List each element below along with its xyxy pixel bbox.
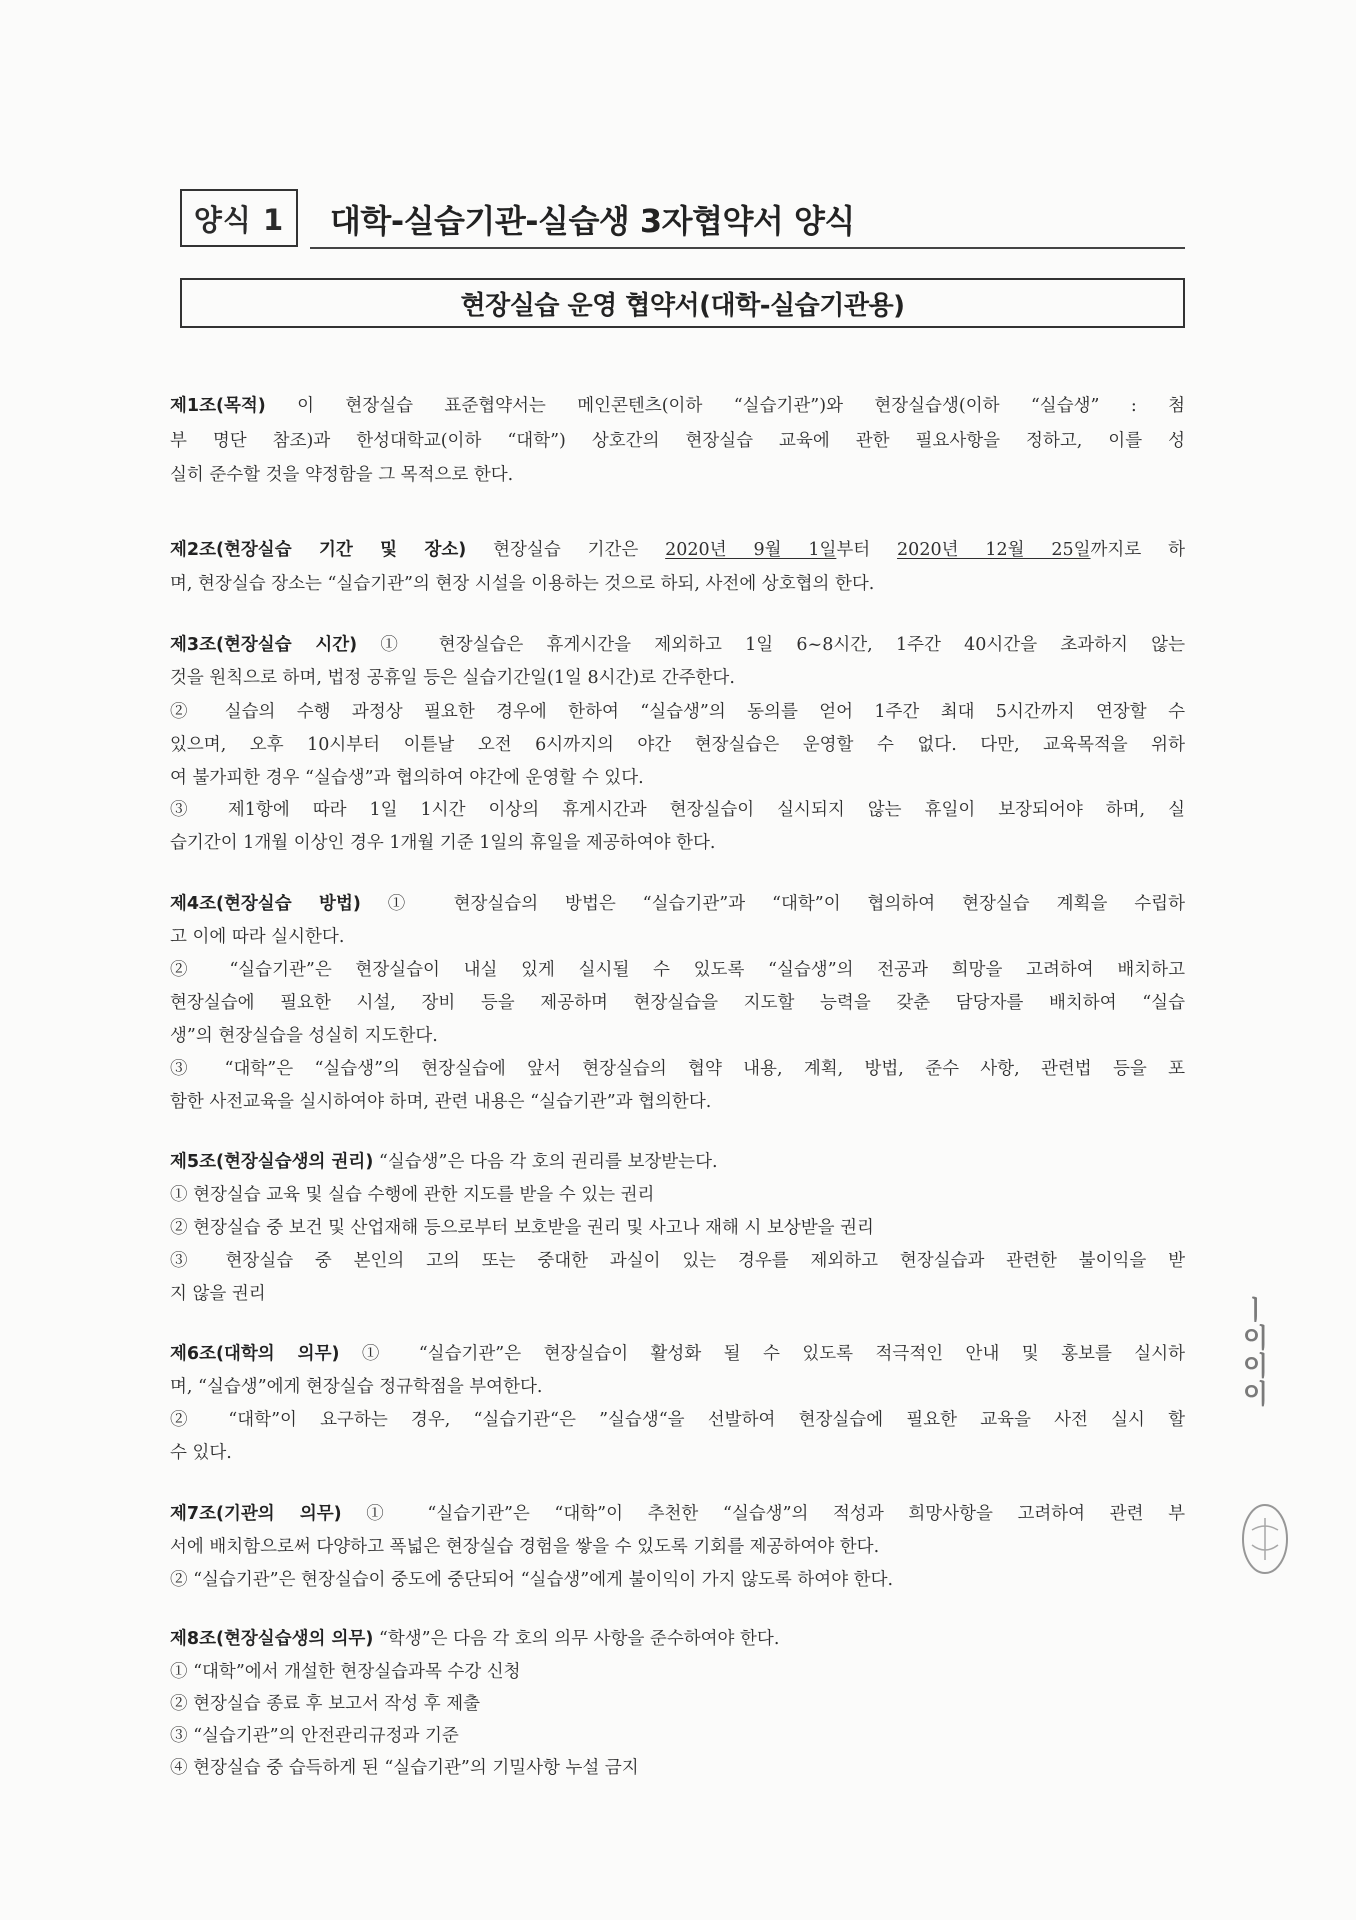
- article-2-line-1: 제2조(현장실습 기간 및 장소) 현장실습 기간은 2020년 9월 1일부터 2020년 12월 25일까지로 하: [170, 540, 1185, 560]
- article-2-heading: 제2조(현장실습 기간 및 장소): [170, 540, 467, 560]
- article-5-line-5: 지 않을 권리: [170, 1284, 266, 1304]
- document-title-box: [180, 278, 1185, 328]
- article-1-heading: 제1조(목적): [170, 396, 266, 416]
- article-3-line-2: 것을 원칙으로 하며, 법정 공휴일 등은 실습기간일(1일 8시간)로 간주한다.: [170, 668, 735, 688]
- article-8-line-5: ④ 현장실습 중 습득하게 된 “실습기관”의 기밀사항 누설 금지: [170, 1758, 639, 1778]
- article-3-line-4: 있으며, 오후 10시부터 이튿날 오전 6시까지의 야간 현장실습은 운영할 수 없다. 다만, 교육목적을 위하: [170, 735, 1185, 755]
- article-3-line-6: ③ 제1항에 따라 1일 1시간 이상의 휴게시간과 현장실습이 실시되지 않는 휴일이 보장되어야 하며, 실: [170, 800, 1185, 820]
- article-6-line-3: ② “대학”이 요구하는 경우, “실습기관“은 ”실습생“을 선발하여 현장실습에 필요한 교육을 사전 실시 할: [170, 1410, 1185, 1430]
- article-6-line-4: 수 있다.: [170, 1443, 232, 1463]
- article-5-line-3: ② 현장실습 중 보건 및 산업재해 등으로부터 보호받을 권리 및 사고나 재해 시 보상받을 권리: [170, 1218, 874, 1238]
- form-title: 대학-실습기관-실습생 3자협약서 양식: [330, 202, 855, 240]
- article-7-heading: 제7조(기관의 의무): [170, 1504, 342, 1524]
- article-4-heading: 제4조(현장실습 방법): [170, 894, 361, 914]
- article-8-heading: 제8조(현장실습생의 의무): [170, 1629, 374, 1649]
- article-2-line-2: 며, 현장실습 장소는 “실습기관”의 현장 시설을 이용하는 것으로 하되, 사전에 상호협의 한다.: [170, 574, 875, 594]
- article-6-line-1: 제6조(대학의 의무) ① “실습기관”은 현장실습이 활성화 될 수 있도록 적극적인 안내 및 홍보를 실시하: [170, 1344, 1185, 1364]
- form-number-label: 양식 1: [180, 189, 298, 247]
- margin-stamp-mark: ㅣ이이이: [1238, 1296, 1268, 1408]
- article-7-line-3: ② “실습기관”은 현장실습이 중도에 중단되어 “실습생”에게 불이익이 가지 않도록 하여야 한다.: [170, 1570, 894, 1590]
- document-title: 현장실습 운영 협약서(대학-실습기관용): [460, 290, 905, 321]
- article-3-line-3: ② 실습의 수행 과정상 필요한 경우에 한하여 “실습생”의 동의를 얻어 1주간 최대 5시간까지 연장할 수: [170, 702, 1185, 722]
- seal-stamp-icon: [1240, 1500, 1290, 1578]
- period-start-date: 2020년 9월 1일: [665, 540, 837, 560]
- article-4-line-4: 현장실습에 필요한 시설, 장비 등을 제공하며 현장실습을 지도할 능력을 갖춘 담당자를 배치하여 “실습: [170, 993, 1185, 1013]
- article-4-line-2: 고 이에 따라 실시한다.: [170, 927, 345, 947]
- period-end-date: 2020년 12월 25일: [897, 540, 1091, 560]
- article-6-heading: 제6조(대학의 의무): [170, 1344, 340, 1364]
- article-4-line-1: 제4조(현장실습 방법) ① 현장실습의 방법은 “실습기관”과 “대학”이 협의하여 현장실습 계획을 수립하: [170, 894, 1185, 914]
- article-4-line-3: ② “실습기관”은 현장실습이 내실 있게 실시될 수 있도록 “실습생”의 전공과 희망을 고려하여 배치하고: [170, 960, 1185, 980]
- article-3-line-5: 여 불가피한 경우 “실습생”과 협의하여 야간에 운영할 수 있다.: [170, 768, 644, 788]
- title-divider: [310, 247, 1185, 249]
- article-1-line-1: 제1조(목적) 이 현장실습 표준협약서는 메인콘텐츠(이하 “실습기관”)와 현장실습생(이하 “실습생” : 첨: [170, 396, 1185, 416]
- article-3-line-7: 습기간이 1개월 이상인 경우 1개월 기준 1일의 휴일을 제공하여야 한다.: [170, 833, 716, 853]
- article-4-line-7: 함한 사전교육을 실시하여야 하며, 관련 내용은 “실습기관”과 협의한다.: [170, 1092, 712, 1112]
- article-8-line-4: ③ “실습기관”의 안전관리규정과 기준: [170, 1726, 459, 1746]
- article-8-line-3: ② 현장실습 종료 후 보고서 작성 후 제출: [170, 1694, 481, 1714]
- article-5-line-2: ① 현장실습 교육 및 실습 수행에 관한 지도를 받을 수 있는 권리: [170, 1185, 655, 1205]
- article-6-line-2: 며, “실습생”에게 현장실습 정규학점을 부여한다.: [170, 1377, 543, 1397]
- article-7-line-1: 제7조(기관의 의무) ① “실습기관”은 “대학”이 추천한 “실습생”의 적성과 희망사항을 고려하여 관련 부: [170, 1504, 1185, 1524]
- article-4-line-6: ③ “대학”은 “실습생”의 현장실습에 앞서 현장실습의 협약 내용, 계획, 방법, 준수 사항, 관련법 등을 포: [170, 1059, 1185, 1079]
- article-7-line-2: 서에 배치함으로써 다양하고 폭넓은 현장실습 경험을 쌓을 수 있도록 기회를 제공하여야 한다.: [170, 1537, 880, 1557]
- article-1-line-3: 실히 준수할 것을 약정함을 그 목적으로 한다.: [170, 465, 514, 485]
- article-3-line-1: 제3조(현장실습 시간) ① 현장실습은 휴게시간을 제외하고 1일 6~8시간, 1주간 40시간을 초과하지 않는: [170, 635, 1185, 655]
- article-5-heading: 제5조(현장실습생의 권리): [170, 1152, 374, 1172]
- article-3-heading: 제3조(현장실습 시간): [170, 635, 358, 655]
- article-5-line-1: 제5조(현장실습생의 권리) “실습생”은 다음 각 호의 권리를 보장받는다.: [170, 1152, 718, 1172]
- article-8-line-2: ① “대학”에서 개설한 현장실습과목 수강 신청: [170, 1662, 521, 1682]
- article-5-line-4: ③ 현장실습 중 본인의 고의 또는 중대한 과실이 있는 경우를 제외하고 현장실습과 관련한 불이익을 받: [170, 1251, 1185, 1271]
- article-8-line-1: 제8조(현장실습생의 의무) “학생”은 다음 각 호의 의무 사항을 준수하여야 한다.: [170, 1629, 780, 1649]
- article-4-line-5: 생”의 현장실습을 성실히 지도한다.: [170, 1026, 438, 1046]
- article-1-line-2: 부 명단 참조)과 한성대학교(이하 “대학”) 상호간의 현장실습 교육에 관한 필요사항을 정하고, 이를 성: [170, 431, 1185, 451]
